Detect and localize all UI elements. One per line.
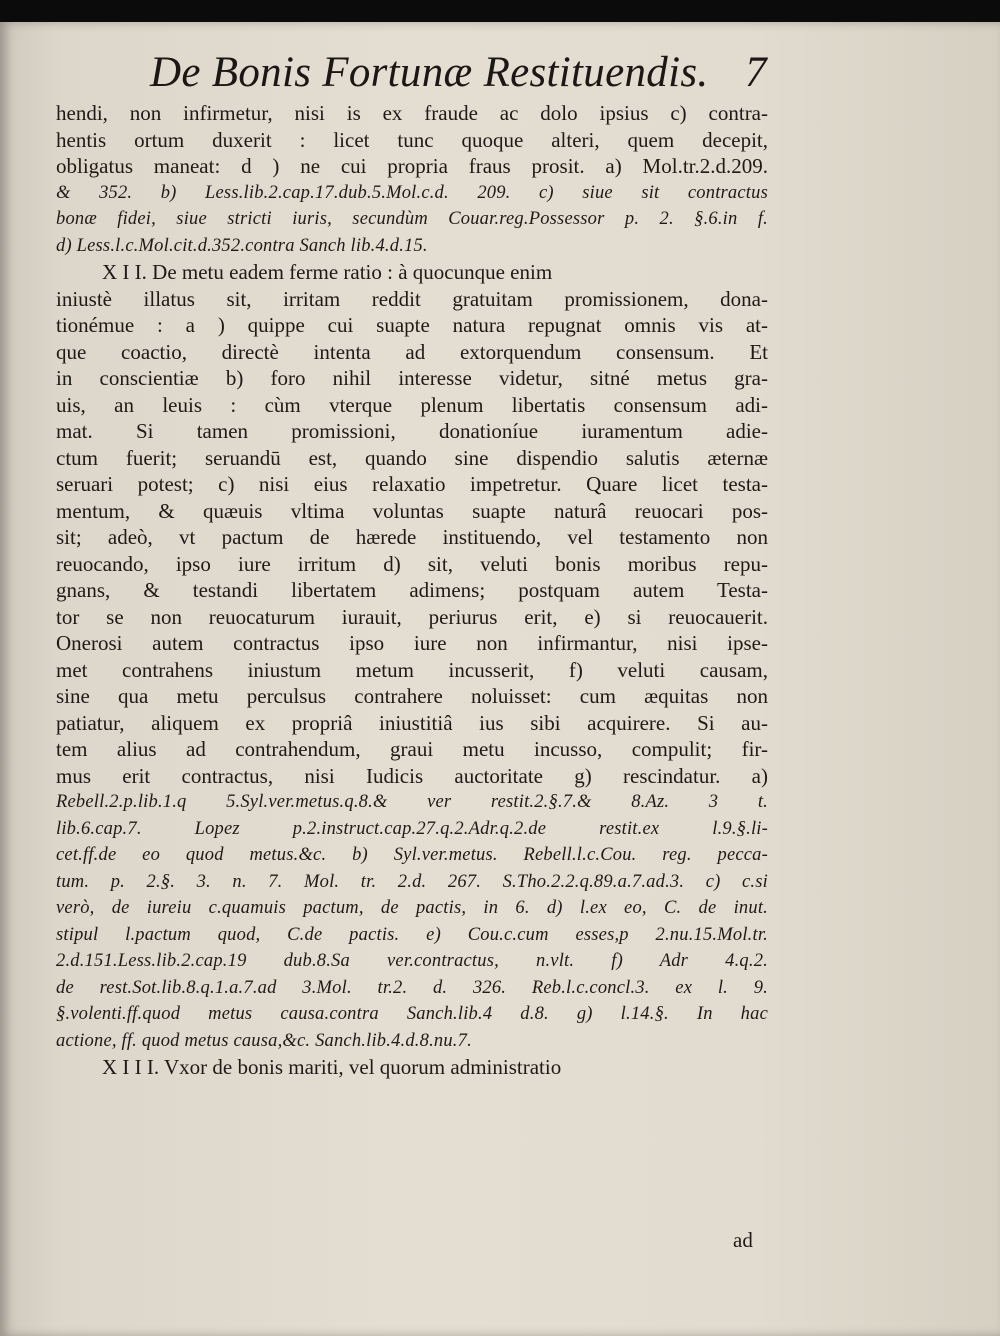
text-line: hentis ortum duxerit : licet tunc quoque alteri, quem decepit, (56, 127, 768, 152)
running-title: De Bonis Fortunæ Restituendis. (150, 49, 709, 96)
text-line: actione, ff. quod metus causa,&c. Sanch.lib.4.d.8.nu.7. (56, 1030, 472, 1051)
text-line: sit; adeò, vt pactum de hærede instituendo, vel testamento non (56, 525, 768, 549)
text-line: uis, an leuis : cùm vterque plenum libertatis consensum adi- (56, 392, 768, 417)
text-line: mat. Si tamen promissioni, donationíue iuramentum adie- (56, 419, 768, 443)
text-line: tor se non reuocaturum iurauit, periurus erit, e) si reuocauerit. (56, 604, 768, 629)
catchword: ad (733, 1228, 753, 1252)
text-line: stipul l.pactum quod, C.de pactis. e) Cou.c.cum esses,p 2.nu.15.Mol.tr. (56, 924, 768, 945)
text-line: lib.6.cap.7. Lopez p.2.instruct.cap.27.q.2.Adr.q.2.de restit.ex l.9.§.li- (56, 818, 768, 839)
text-line: seruari potest; c) nisi eius relaxatio impetretur. Quare licet testa- (56, 472, 768, 496)
text-line: que coactio, directè intenta ad extorquendum consensum. Et (56, 339, 768, 364)
running-header (150, 48, 790, 100)
book-page (0, 22, 1000, 1336)
text-line: X I I I. Vxor de bonis mariti, vel quorum administratio (102, 1055, 562, 1079)
text-line: obligatus maneat: d ) ne cui propria fraus prosit. a) Mol.tr.2.d.209. (56, 154, 768, 178)
text-line: iniustè illatus sit, irritam reddit gratuitam promissionem, dona- (56, 286, 768, 311)
text-line: tum. p. 2.§. 3. n. 7. Mol. tr. 2.d. 267. S.Tho.2.2.q.89.a.7.ad.3. c) c.si (56, 871, 768, 892)
text-line: sine qua metu perculsus contrahere noluisset: cum æquitas non (56, 684, 768, 708)
text-body (56, 100, 768, 1081)
text-line: reuocando, ipso iure irritum d) sit, veluti bonis moribus repu- (56, 551, 768, 576)
text-line: tionémue : a ) quippe cui suapte natura repugnat omnis vis at- (56, 313, 768, 337)
text-line: patiatur, aliquem ex propriâ iniustitiâ ius sibi acquirere. Si au- (56, 710, 768, 735)
text-line: tem alius ad contrahendum, graui metu incusso, compulit; fir- (56, 737, 768, 761)
text-line: hendi, non infirmetur, nisi is ex fraude ac dolo ipsius c) contra- (56, 101, 768, 125)
text-line: mentum, & quæuis vltima voluntas suapte naturâ reuocari pos- (56, 498, 768, 523)
text-line: verò, de iureiu c.quamuis pactum, de pactis, in 6. d) l.ex eo, C. de inut. (56, 898, 768, 918)
text-line: gnans, & testandi libertatem adimens; postquam autem Testa- (56, 578, 768, 602)
text-line: de rest.Sot.lib.8.q.1.a.7.ad 3.Mol. tr.2. d. 326. Reb.l.c.concl.3. ex l. 9. (56, 977, 768, 998)
text-line: X I I. De metu eadem ferme ratio : à quocunque enim (102, 260, 553, 284)
text-line: §.volenti.ff.quod metus causa.contra Sanch.lib.4 d.8. g) l.14.§. In hac (56, 1004, 768, 1024)
text-line: 2.d.151.Less.lib.2.cap.19 dub.8.Sa ver.contractus, n.vlt. f) Adr 4.q.2. (56, 951, 768, 971)
text-line: ctum fuerit; seruandū est, quando sine dispendio salutis æternæ (56, 445, 768, 470)
text-line: mus erit contractus, nisi Iudicis auctoritate g) rescindatur. a) (56, 763, 768, 788)
page-number: 7 (745, 49, 767, 96)
text-line: bonæ fidei, siue stricti iuris, secundùm Couar.reg.Possessor p. 2. §.6.in f. (56, 209, 768, 229)
text-line: met contrahens iniustum metum incusserit, f) veluti causam, (56, 657, 768, 682)
text-line: d) Less.l.c.Mol.cit.d.352.contra Sanch lib.4.d.15. (56, 235, 428, 256)
text-line: Onerosi autem contractus ipso iure non infirmantur, nisi ipse- (56, 631, 768, 655)
text-line: cet.ff.de eo quod metus.&c. b) Syl.ver.metus. Rebell.l.c.Cou. reg. pecca- (56, 845, 768, 865)
text-line: Rebell.2.p.lib.1.q 5.Syl.ver.metus.q.8.& ver restit.2.§.7.& 8.Az. 3 t. (56, 792, 768, 812)
text-line: in conscientiæ b) foro nihil interesse videtur, sitné metus gra- (56, 366, 768, 390)
text-line: & 352. b) Less.lib.2.cap.17.dub.5.Mol.c.d. 209. c) siue sit contractus (56, 182, 768, 203)
